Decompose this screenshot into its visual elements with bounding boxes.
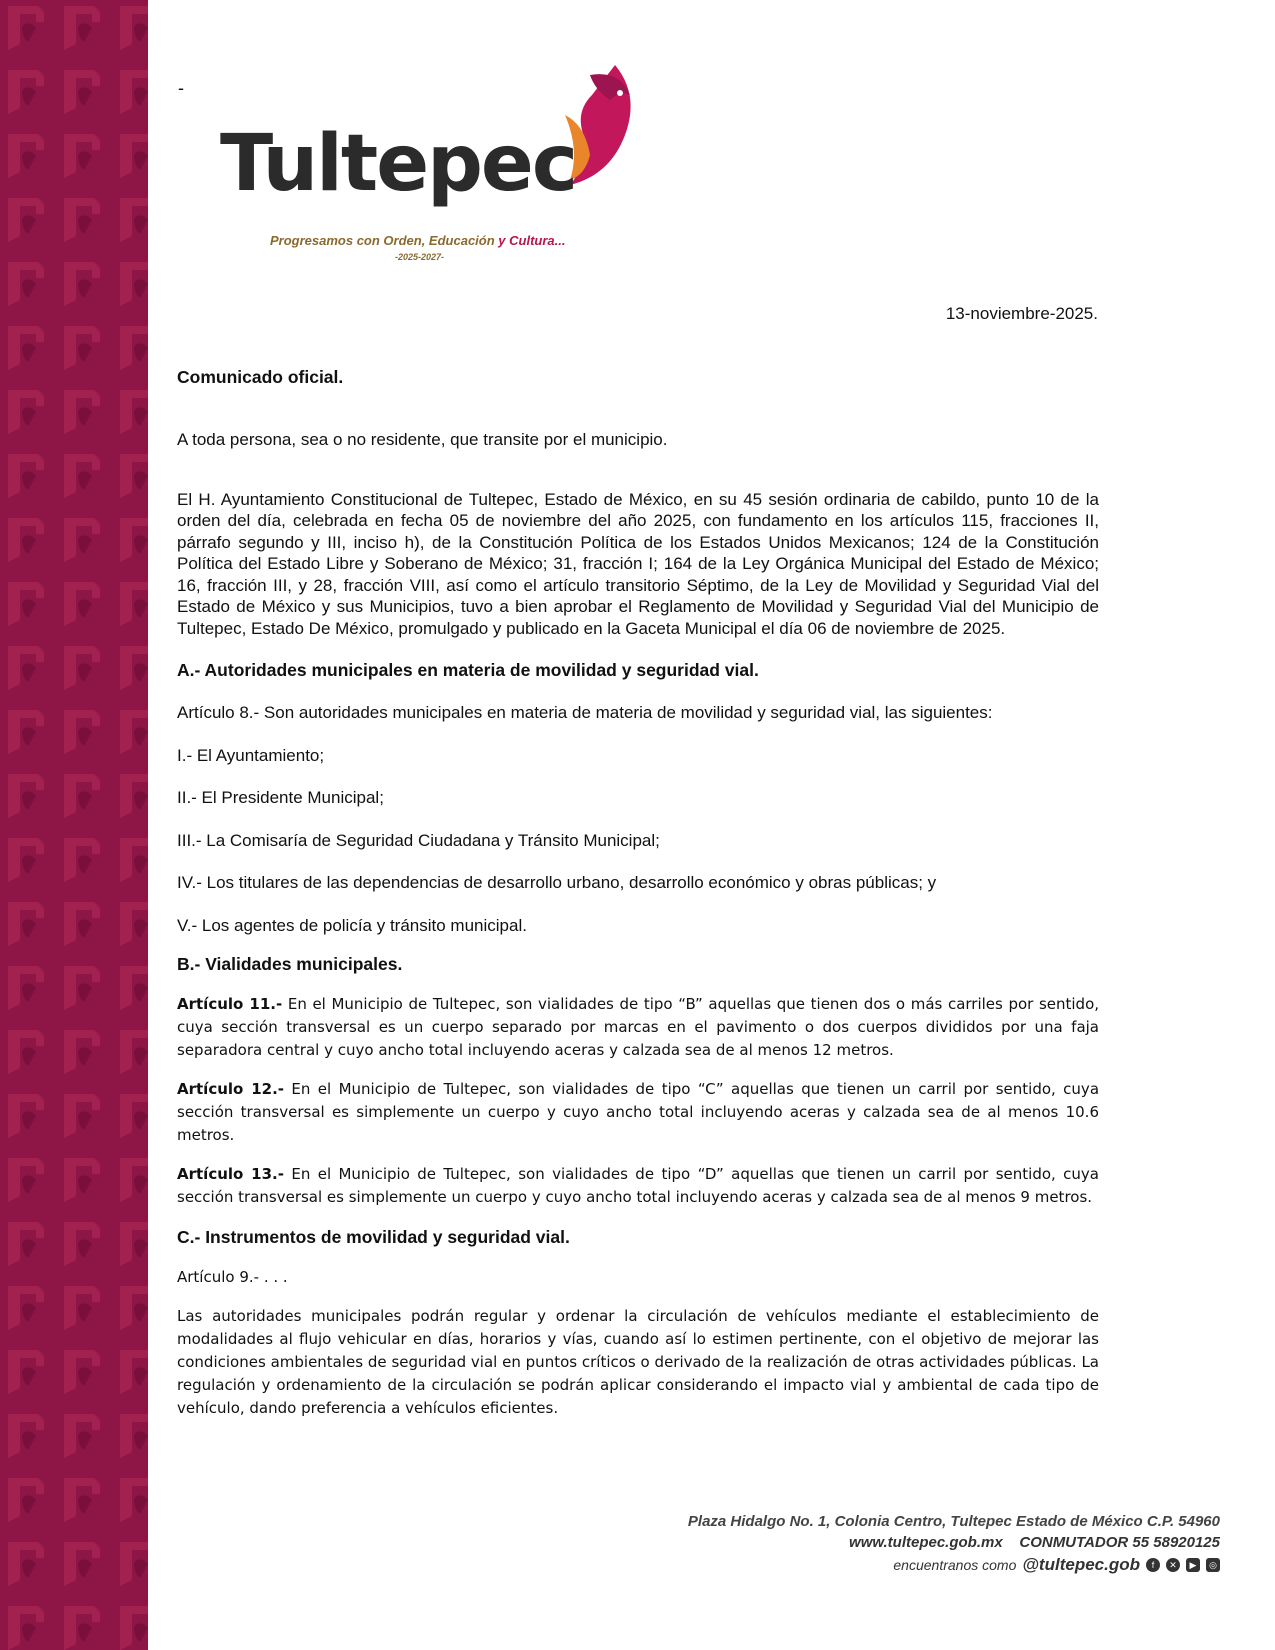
article-text: En el Municipio de Tultepec, son vialidades de tipo “D” aquellas que tienen un carril por sentido, cuya sección transversal es simplemente un cuerpo y cuyo ancho total incluyendo aceras y calzada sea de al menos 9 metros. [177, 1165, 1099, 1206]
list-item: I.- El Ayuntamiento; [177, 745, 325, 765]
document-title: Comunicado oficial. [177, 367, 344, 387]
facebook-icon[interactable]: f [1146, 1558, 1160, 1572]
x-icon[interactable]: ✕ [1166, 1558, 1180, 1572]
article-9-body: Las autoridades municipales podrán regular y ordenar la circulación de vehículos mediante el establecimiento de modalidades al flujo vehicular en días, horarios y vías, cuando así lo estimen pertinente, con el objetivo de mejorar las condiciones ambientales de seguridad vial en puntos críticos o derivado de la realización de otras actividades públicas. La regulación y ordenamiento de la circulación se podrán aplicar considerando el impacto vial y ambiental de cada tipo de vehículo, dando preferencia a vehículos eficientes. [177, 1307, 1099, 1417]
article-label: Artículo 12.- [177, 1080, 284, 1098]
list-item: III.- La Comisaría de Seguridad Ciudadana y Tránsito Municipal; [177, 830, 660, 850]
article-11 [177, 993, 1099, 1062]
section-c-heading: C.- Instrumentos de movilidad y seguridad vial. [177, 1227, 570, 1247]
article-8: Artículo 8.- Son autoridades municipales en materia de materia de movilidad y seguridad vial, las siguientes: [177, 703, 993, 722]
section-a-heading: A.- Autoridades municipales en materia de movilidad y seguridad vial. [177, 660, 759, 680]
document-body [177, 367, 1099, 1420]
header-dash: - [178, 78, 184, 98]
logo-tagline-a: Progresamos con Orden, Educación [270, 233, 495, 248]
article-text: En el Municipio de Tultepec, son vialidades de tipo “C” aquellas que tienen un carril por sentido, cuya sección transversal es simplemente un cuerpo y cuyo ancho total incluyendo aceras y calzada sea de al menos 10.6 metros. [177, 1080, 1100, 1144]
logo-tagline [270, 233, 565, 248]
footer-web-phone [688, 1534, 1220, 1551]
logo-tagline-b: y Cultura... [498, 233, 566, 248]
instagram-icon[interactable]: ◎ [1206, 1558, 1220, 1572]
footer-website[interactable]: www.tultepec.gob.mx [849, 1534, 1003, 1551]
article-label: Artículo 11.- [177, 995, 283, 1013]
footer-address: Plaza Hidalgo No. 1, Colonia Centro, Tultepec Estado de México C.P. 54960 [687, 1513, 1220, 1530]
article-9: Artículo 9.- . . . [177, 1268, 288, 1286]
section-b-heading: B.- Vialidades municipales. [177, 954, 403, 974]
list-item: II.- El Presidente Municipal; [177, 788, 384, 807]
logo-wordmark: Tultepec [220, 119, 577, 209]
document-date: 13-noviembre-2025. [945, 304, 1098, 323]
footer-find-us: encuentranos como [893, 1557, 1017, 1573]
tultepec-logo [200, 55, 680, 275]
logo-years: -2025-2027- [395, 252, 445, 262]
footer-phone: CONMUTADOR 55 58920125 [1019, 1534, 1220, 1551]
article-13 [177, 1163, 1099, 1209]
footer-handle[interactable]: @tultepec.gob [1022, 1555, 1140, 1574]
youtube-icon[interactable]: ▶ [1186, 1558, 1200, 1572]
article-text: En el Municipio de Tultepec, son vialidades de tipo “B” aquellas que tienen dos o más carriles por sentido, cuya sección transversal es un cuerpo separado por marcas en el pavimento o dos cuerpos divididos por una faja separadora central y cuyo ancho total incluyendo aceras y calzada sea de al menos 12 metros. [177, 995, 1100, 1059]
addressee: A toda persona, sea o no residente, que transite por el municipio. [177, 430, 668, 449]
list-item: IV.- Los titulares de las dependencias de desarrollo urbano, desarrollo económico y obras públicas; y [177, 873, 937, 892]
article-12 [177, 1078, 1099, 1147]
footer-contact [688, 1513, 1220, 1575]
sidebar-pattern-icon [0, 0, 148, 1650]
intro-paragraph: El H. Ayuntamiento Constitucional de Tultepec, Estado de México, en su 45 sesión ordinaria de cabildo, punto 10 de la orden del día, celebrada en fecha 05 de noviembre del año 2025, con fundamento en los artículos 115, fracciones II, párrafo segundo y III, inciso h), de la Constitución Política de los Estados Unidos Mexicanos; 124 de la Constitución Política del Estado Libre y Soberano de México; 31, fracción I; 164 de la Ley Orgánica Municipal del Estado de México; 16, fracción III, y 28, fracción VIII, así como el artículo transitorio Séptimo, de la Ley de Movilidad y Seguridad Vial del Estado de México y sus Municipios, tuvo a bien aprobar el Reglamento de Movilidad y Seguridad Vial del Municipio de Tultepec, Estado De México, promulgado y publicado en la Gaceta Municipal el día 06 de noviembre de 2025. [177, 489, 1099, 638]
decorative-sidebar [0, 0, 148, 1650]
footer-social [688, 1555, 1220, 1575]
list-item: V.- Los agentes de policía y tránsito municipal. [177, 915, 527, 935]
article-label: Artículo 13.- [177, 1165, 284, 1183]
